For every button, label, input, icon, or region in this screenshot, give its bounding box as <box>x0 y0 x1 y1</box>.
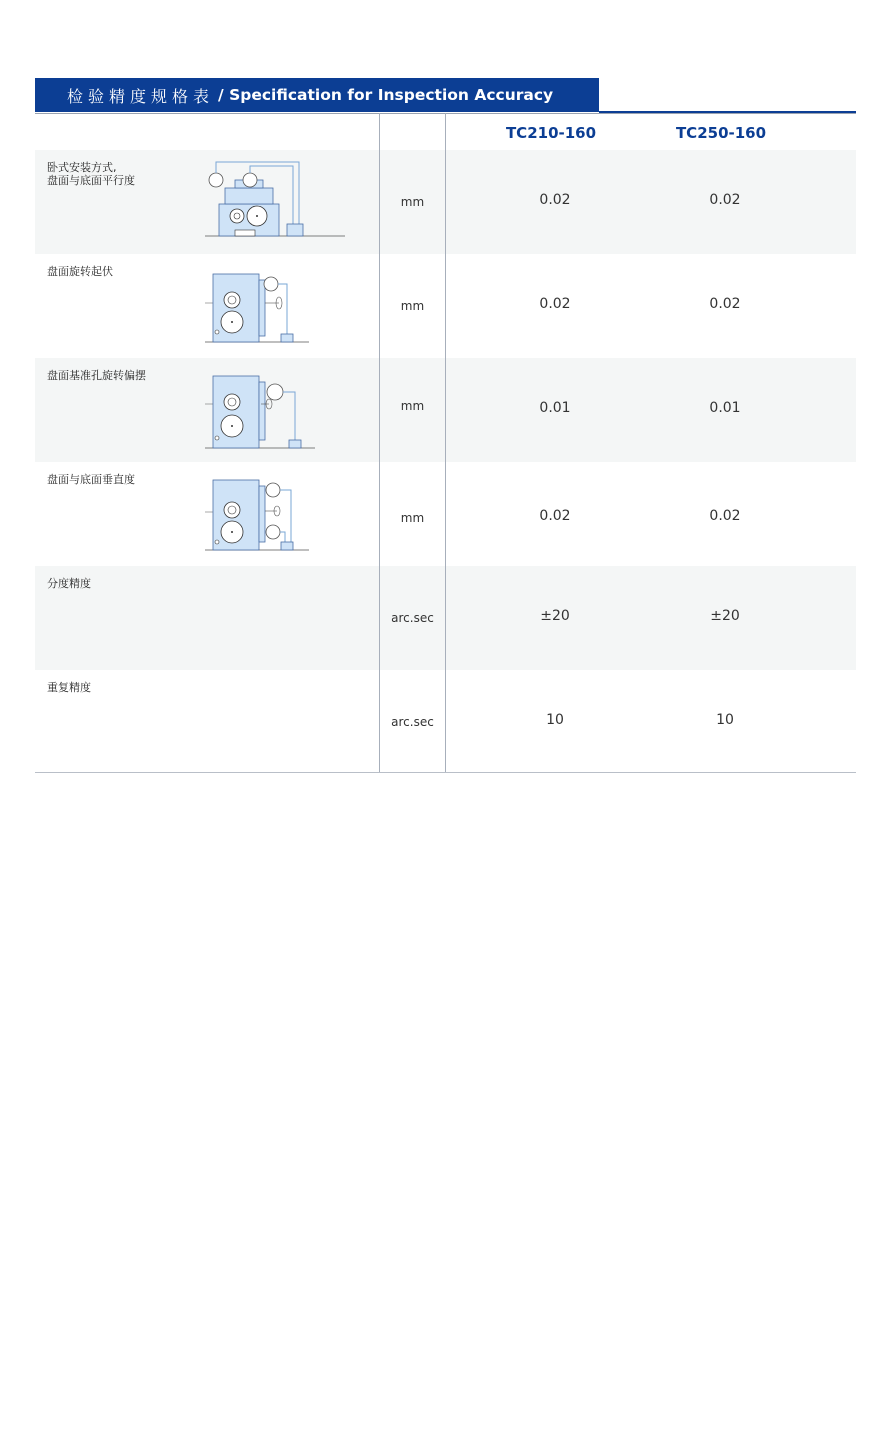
table-bottom-rule <box>35 772 856 773</box>
row-unit: arc.sec <box>391 715 434 729</box>
column-divider-unit-values <box>445 113 446 773</box>
bore-runout-diagram <box>205 366 345 460</box>
row-unit: mm <box>400 511 425 525</box>
row-unit: mm <box>400 195 425 209</box>
row-unit: mm <box>400 299 425 313</box>
column-header-model-2: TC250-160 <box>675 124 767 142</box>
row-label: 盘面与底面垂直度 <box>47 473 135 486</box>
row-value-model-2: 0.02 <box>709 508 741 524</box>
row-value-model-2: 10 <box>716 712 734 728</box>
row-value-model-1: 0.02 <box>539 508 571 524</box>
row-value-model-1: 0.02 <box>539 296 571 312</box>
row-unit: mm <box>400 399 425 413</box>
row-unit: arc.sec <box>391 611 434 625</box>
title-bar <box>35 78 599 112</box>
row-label: 盘面基准孔旋转偏摆 <box>47 369 146 382</box>
row-value-model-2: 0.01 <box>709 400 741 416</box>
column-divider-label-unit <box>379 113 380 773</box>
row-value-model-1: ±20 <box>540 608 570 624</box>
row-value-model-1: 10 <box>546 712 564 728</box>
row-label: 盘面旋转起伏 <box>47 265 113 278</box>
row-value-model-1: 0.01 <box>539 400 571 416</box>
row-value-model-2: 0.02 <box>709 192 741 208</box>
title-chinese: 检验精度规格表 <box>67 86 215 106</box>
row-value-model-2: ±20 <box>710 608 740 624</box>
row-label: 卧式安装方式, 盘面与底面平行度 <box>47 161 135 187</box>
parallelism-diagram <box>205 158 345 252</box>
row-label: 分度精度 <box>47 577 91 590</box>
row-value-model-2: 0.02 <box>709 296 741 312</box>
title-english: / Specification for Inspection Accuracy <box>218 86 554 104</box>
face-runout-diagram <box>205 262 345 356</box>
perpendicularity-diagram <box>205 470 345 564</box>
row-label: 重复精度 <box>47 681 91 694</box>
column-header-model-1: TC210-160 <box>505 124 597 142</box>
row-value-model-1: 0.02 <box>539 192 571 208</box>
